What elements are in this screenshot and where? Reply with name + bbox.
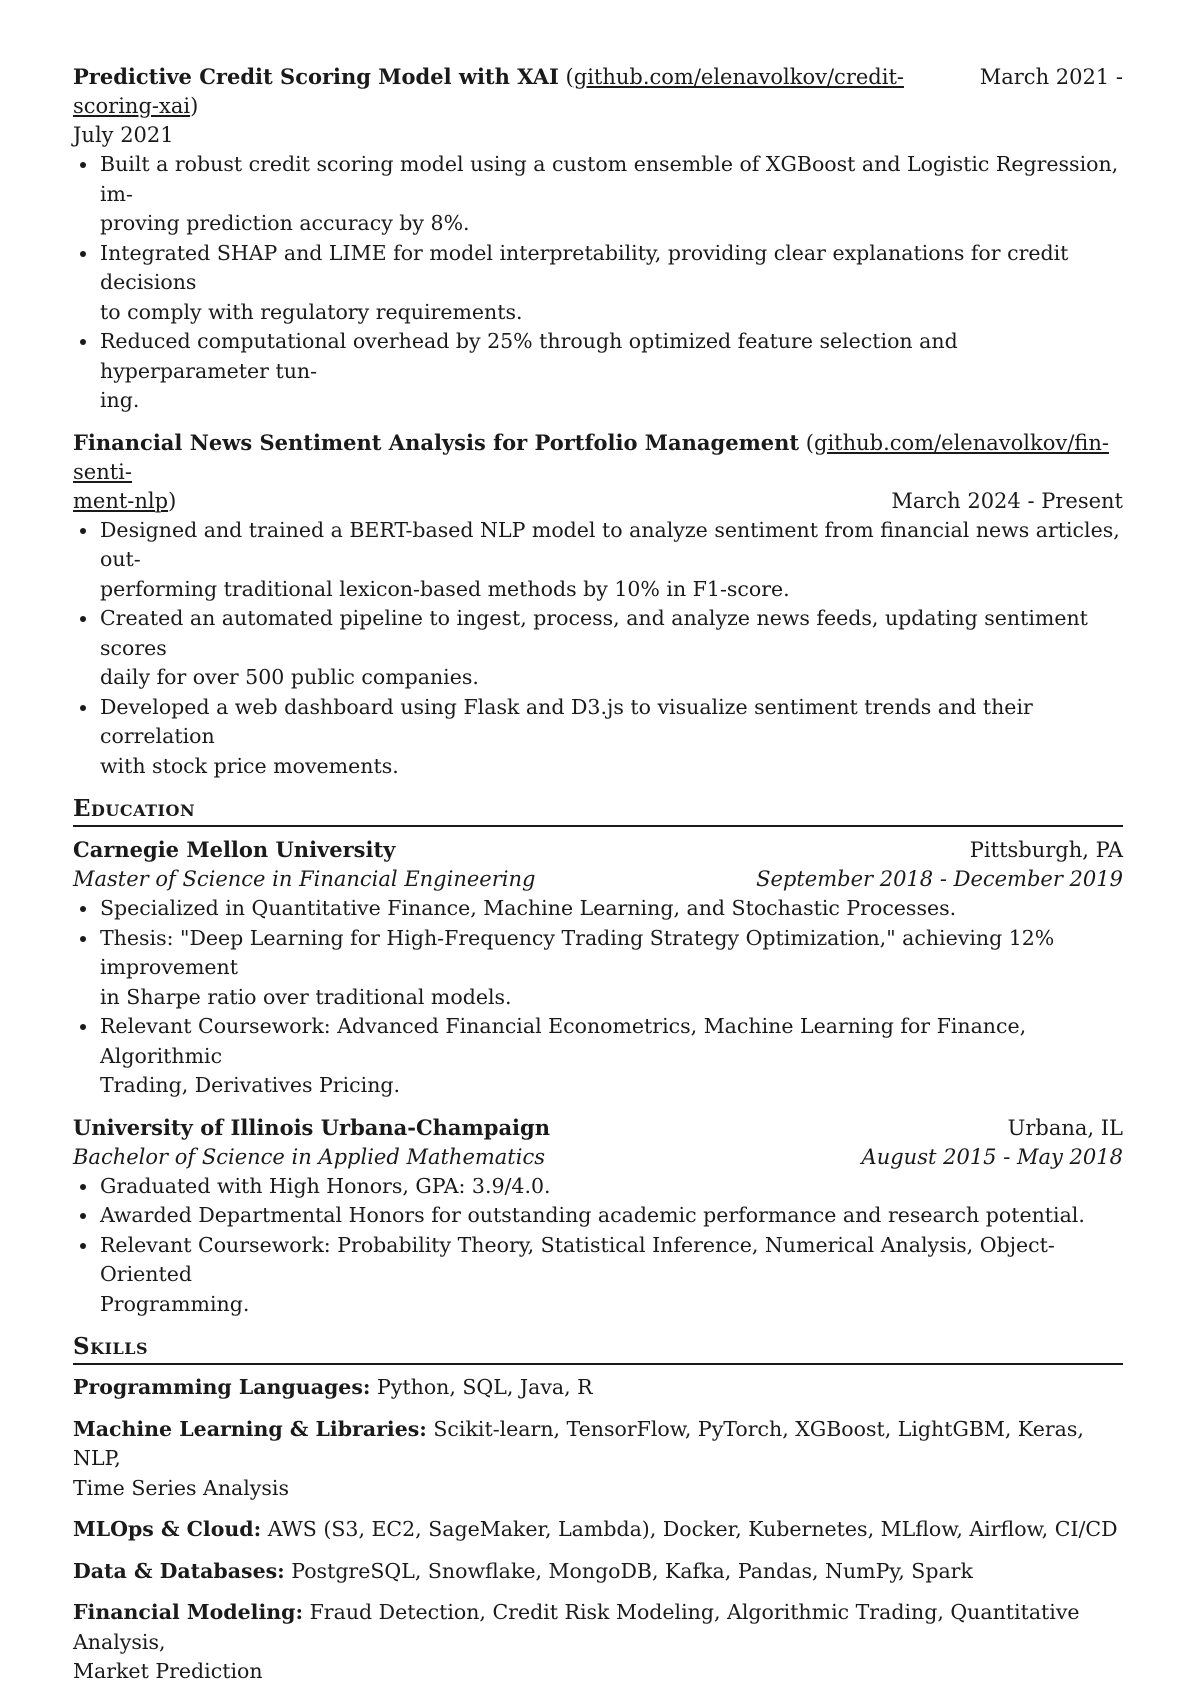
school-name: Carnegie Mellon University <box>73 837 396 862</box>
project-link[interactable]: github.com/elenavolkov/fin-senti- <box>73 430 1109 484</box>
skill-value: Scikit-learn, TensorFlow, PyTorch, XGBoost, LightGBM, Keras, NLP, <box>73 1416 1084 1470</box>
education-entry <box>73 835 1123 1101</box>
skill-label: Data & Databases: <box>73 1558 285 1583</box>
bullet-icon <box>80 162 86 168</box>
bullet-icon <box>80 1243 86 1249</box>
bullet-icon <box>80 1024 86 1030</box>
project-title: Financial News Sentiment Analysis for Portfolio Management <box>73 429 800 455</box>
project-header: Financial News Sentiment Analysis for Portfolio Management (github.com/elenavolkov/fin-senti- <box>73 429 1109 484</box>
bullet-item: Integrated SHAP and LIME for model interpretability, providing clear explanations for credit decisions to comply with regulatory requirements. <box>73 239 1123 328</box>
school-location: Pittsburgh, PA <box>969 838 1123 862</box>
project-bullets <box>73 516 1123 782</box>
resume-page <box>73 62 1123 1699</box>
project-header: Predictive Credit Scoring Model with XAI (github.com/elenavolkov/credit-scoring-xai) March 2021 - <box>73 64 1123 118</box>
bullet-item: Awarded Departmental Honors for outstanding academic performance and research potential. <box>73 1201 1123 1231</box>
bullet-item: Created an automated pipeline to ingest, process, and analyze news feeds, updating sentiment scores daily for over 500 public companies. <box>73 604 1123 693</box>
skills-heading: Skills <box>73 1333 1123 1365</box>
bullet-item: Designed and trained a BERT-based NLP model to analyze sentiment from financial news articles, out- performing traditional lexicon-based methods by 10% in F1-score. <box>73 516 1123 605</box>
skill-value-continued: Market Prediction <box>73 1659 263 1683</box>
bullet-icon <box>80 705 86 711</box>
project-link-continued[interactable]: ment-nlp <box>73 488 169 513</box>
skill-value-continued: Time Series Analysis <box>73 1475 289 1500</box>
skill-label: Financial Modeling: <box>73 1600 304 1624</box>
bullet-item: Reduced computational overhead by 25% through optimized feature selection and hyperparameter tun- ing. <box>73 327 1123 416</box>
project-link[interactable]: github.com/elenavolkov/credit-scoring-xai <box>73 65 904 118</box>
bullet-item: Thesis: "Deep Learning for High-Frequency Trading Strategy Optimization," achieving 12% improvement in Sharpe ratio over traditional models. <box>73 924 1123 1013</box>
skill-row <box>73 1515 1123 1545</box>
bullet-icon <box>80 1213 86 1219</box>
skill-label: Machine Learning & Libraries: <box>73 1416 427 1441</box>
skill-value: Fraud Detection, Credit Risk Modeling, Algorithmic Trading, Quantitative Analysis, <box>73 1600 1080 1654</box>
bullet-icon <box>80 528 86 534</box>
education-bullets <box>73 1172 1123 1320</box>
skill-label: MLOps & Cloud: <box>73 1517 262 1541</box>
bullet-item: Relevant Coursework: Advanced Financial Econometrics, Machine Learning for Finance, Algorithmic Trading, Derivatives Pricing. <box>73 1012 1123 1101</box>
project-dates-continued: July 2021 <box>73 123 174 147</box>
project-entry: Financial News Sentiment Analysis for Portfolio Management (github.com/elenavolkov/fin-senti- ment-nlp) March 2024 - Present Designed and trained a BERT-based NLP model to analyze sentiment from financial news articles, out- performing traditional lexicon-based methods by 10% in F1-score. Created an automated pipeline to ingest, process, and analyze news feeds, updating sentiment scores daily for over 500 public companies. Developed a web dashboard using Flask and D3.js to visualize sentiment trends and their correlation with stock price movements. <box>73 428 1123 782</box>
skill-row <box>73 1373 1123 1403</box>
degree: Master of Science in Financial Engineering <box>73 867 536 891</box>
project-dates: March 2024 - Present <box>891 488 1123 513</box>
bullet-item: Graduated with High Honors, GPA: 3.9/4.0. <box>73 1172 1123 1202</box>
skill-row <box>73 1415 1123 1504</box>
bullet-item: Developed a web dashboard using Flask and D3.js to visualize sentiment trends and their correlation with stock price movements. <box>73 693 1123 782</box>
skill-value: AWS (S3, EC2, SageMaker, Lambda), Docker, Kubernetes, MLflow, Airflow, CI/CD <box>267 1517 1118 1541</box>
project-entry <box>73 62 1123 416</box>
project-bullets <box>73 150 1123 416</box>
bullet-icon <box>80 936 86 942</box>
bullet-item: Relevant Coursework: Probability Theory, Statistical Inference, Numerical Analysis, Object-Oriented Programming. <box>73 1231 1123 1320</box>
bullet-item: Specialized in Quantitative Finance, Machine Learning, and Stochastic Processes. <box>73 894 1123 924</box>
bullet-icon <box>80 251 86 257</box>
project-dates: March 2021 - <box>979 65 1123 89</box>
bullet-icon <box>80 616 86 622</box>
skill-value: Python, SQL, Java, R <box>377 1375 593 1399</box>
education-heading: Education <box>73 795 1123 827</box>
bullet-icon <box>80 339 86 345</box>
skill-row <box>73 1598 1123 1687</box>
skill-label: Programming Languages: <box>73 1375 371 1399</box>
education-dates: September 2018 - December 2019 <box>756 867 1123 891</box>
education-bullets <box>73 894 1123 1101</box>
education-entry <box>73 1113 1123 1320</box>
skill-row <box>73 1557 1123 1587</box>
school-location: Urbana, IL <box>1007 1115 1123 1140</box>
bullet-item: Built a robust credit scoring model using a custom ensemble of XGBoost and Logistic Regression, im- proving prediction accuracy by 8%. <box>73 150 1123 239</box>
skill-value: PostgreSQL, Snowflake, MongoDB, Kafka, Pandas, NumPy, Spark <box>291 1558 973 1583</box>
bullet-icon <box>80 1184 86 1190</box>
degree: Bachelor of Science in Applied Mathematics <box>73 1144 545 1169</box>
project-title: Predictive Credit Scoring Model with XAI <box>73 64 559 89</box>
school-name: University of Illinois Urbana-Champaign <box>73 1114 550 1140</box>
education-dates: August 2015 - May 2018 <box>861 1144 1123 1169</box>
bullet-icon <box>80 906 86 912</box>
